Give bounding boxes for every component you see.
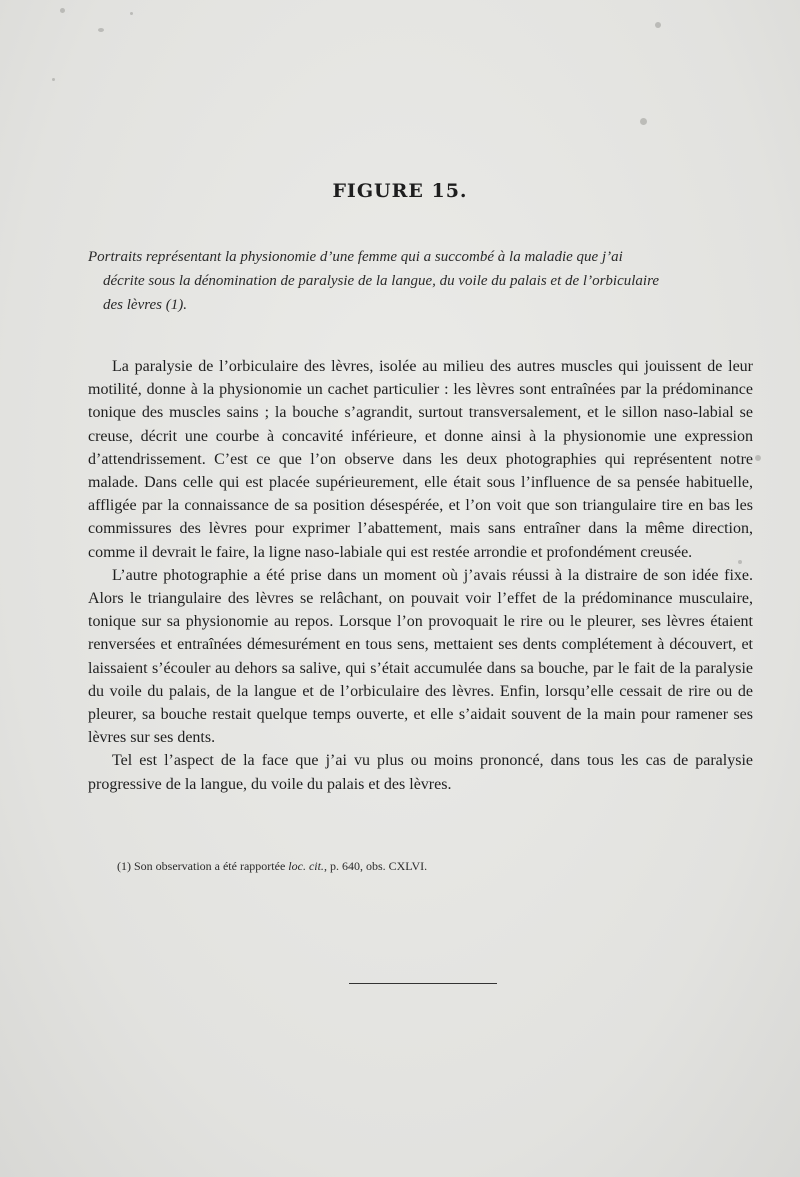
speck [655,22,661,28]
footnote [117,858,737,874]
caption-line-2: décrite sous la dénomination de paralysie de la langue, du voile du palais et de l’orbiculaire [103,273,660,289]
figure-title: FIGURE 15. [332,180,468,202]
closing-rule [349,983,497,984]
caption-line-1: Portraits représentant la physionomie d’une femme qui a succombé à la maladie que j’ai [88,249,623,265]
figure-caption [88,245,758,317]
speck [98,28,104,32]
footnote-prefix: (1) Son observation a été rapportée [117,859,289,873]
footnote-suffix: , p. 640, obs. CXLVI. [323,859,428,873]
speck [52,78,55,81]
speck [60,8,65,13]
speck [640,118,647,125]
paragraph: Tel est l’aspect de la face que j’ai vu plus ou moins prononcé, dans tous les cas de paralysie progressive de la langue, du voile du palais et des lèvres. [88,752,753,793]
speck [755,455,761,461]
paragraph: La paralysie de l’orbiculaire des lèvres, isolée au milieu des autres muscles qui jouissent de leur motilité, donne à la physionomie un cachet particulier : les lèvres sont entraînées par la prédominance tonique des muscles sains ; la bouche s’agrandit, surtout transversalement, et le sillon naso-labial se creuse, décrit une courbe à concavité inférieure, et donne ainsi à la physionomie une expression d’attendrissement. C’est ce que l’on observe dans les deux photographies qui représentent notre malade. Dans celle qui est placée supérieurement, elle était sous l’influence de sa pensée habituelle, affligée par la connaissance de sa position désespérée, et l’on voit que son triangulaire tire en bas les commissures des lèvres pour exprimer l’abattement, mais sans entraîner dans la même direction, comme il devrait le faire, la ligne naso-labiale qui est restée arrondie et profondément creusée. [88,358,753,561]
footnote-reference: loc. cit. [288,859,324,873]
paragraph: L’autre photographie a été prise dans un moment où j’avais réussi à la distraire de son idée fixe. Alors le triangulaire des lèvres se relâchant, on pouvait voir l’effet de la prédominance musculaire, tonique sur sa physionomie au repos. Lorsque l’on provoquait le rire ou le pleurer, ses lèvres étaient renversées et entraînées démesurément en tous sens, mettaient ses dents complétement à découvert, et laissaient s’écouler au dehors sa salive, qui s’était accumulée dans sa bouche, par le fait de la paralysie du voile du palais, de la langue et de l’orbiculaire des lèvres. Enfin, lorsqu’elle cessait de rire ou de pleurer, sa bouche restait quelque temps ouverte, et elle s’aidait souvent de la main pour ramener ses lèvres sur ses dents. [88,566,753,747]
caption-line-3: des lèvres (1). [103,297,187,313]
body-text [88,355,753,796]
speck [130,12,133,15]
